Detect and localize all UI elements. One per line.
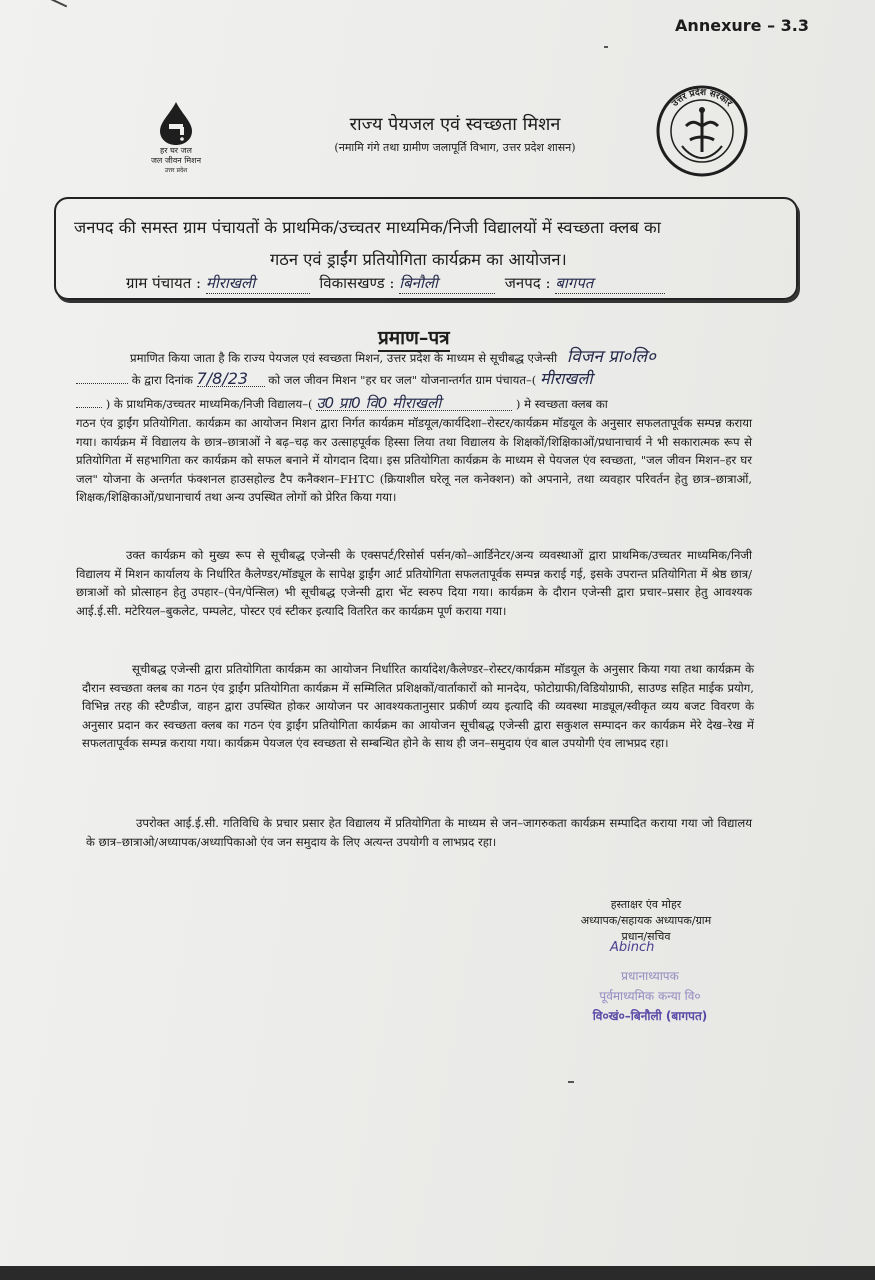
seal-text: उत्तर प्रदेश सरकार xyxy=(670,87,734,109)
paragraph-1: गठन एंव ड्राईंग प्रतियोगिता. कार्यक्रम का आयोजन मिशन द्वारा निर्गत कार्यक्रम मॉडयूल/कार्यदिशा–रोस्टर/कार्यक्रम मॉडयूल के अनुसार सफलतापूर्वक सम्पन्न कराया गया। कार्यक्रम में विद्यालय के छात्र–छात्राओं ने बढ़–चढ़ कर उत्साहपूर्वक हिस्सा लिया तथा विद्यालय के शिक्षकों/शिक्षिकाओं/प्रधानाचार्य ने भी सकारात्मक रूप से प्रतियोगिता में सहभागिता कर कार्यक्रम को सफल बनाने में योगदान दिया। इस प्रतियोगिता कार्यक्रम के माध्यम से पेयजल एंव स्वच्छता, "जल जीवन मिशन–हर घर जल" योजना के अन्तर्गत फंक्शनल हाउसहोल्ड टैप कनैक्शन–FHTC (क्रियाशील घरेलू नल कनेक्शन) को अपनाने, तथा व्यवहार परिवर्तन हेतु छात्र–छात्राओं, शिक्षक/शिक्षिकाओं/प्रधानाचार्य तथा अन्य उपस्थित लोगों को प्रेरित किया गया। xyxy=(76,416,752,505)
certificate-line1 xyxy=(130,347,656,367)
certificate-line2 xyxy=(76,369,593,388)
paragraph-4-text: उपरोक्त आई.ई.सी. गतिविधि के प्रचार प्रसार हेत विद्यालय में प्रतियोगिता के माध्यम से जन–जागरुकता कार्यक्रम सम्पादित कराया गया जो विद्यालय के छात्र–छात्राओ/अध्यापक/अध्यापिकाओ एंव जन समुदाय के लिए अत्यन्त उपयोगी व लाभप्रद रहा। xyxy=(86,816,752,849)
paragraph-3-text: सूचीबद्ध एजेन्सी द्वारा प्रतियोगिता कार्यक्रम का आयोजन निर्धारित कार्यादेश/कैलेण्डर–रोस्टर/कार्यक्रम मॉडयूल के अनुसार किया गया तथा कार्यक्रम के दौरान स्वच्छता क्लब का गठन एंव ड्राईंग प्रतियोगिता कार्यक्रम में सम्मिलित प्रशिक्षकों/वार्ताकारों को मानदेय, फोटोग्राफी/विडियोग्राफी, साउण्ड सहित माईक प्रयोग, विभिन्न तरह की स्टैण्डीज, वाहन द्वारा उपस्थित होकर आयोजन पर आवश्यकतानुसार प्रकीर्ण व्यय इत्यादि की व्यवस्था माड्यूल/स्वीकृत व्यय बजट विवरण के अनुसार प्रदान कर स्वच्छता क्लब का गठन एंव ड्राईंग प्रतियोगिता कार्यक्रम का आयोजन सूचीबद्ध एजेन्सी द्वारा सकुशल सम्पादन कर कार्यक्रम मेरे देख–रेख में सफलतापूर्वक सम्पन्न कराया गया। कार्यक्रम पेयजल एंव स्वच्छता से सम्बन्धित होने के साथ ही जन–समुदाय एंव बाल उपयोगी एंव लाभप्रद रहा। xyxy=(82,662,754,751)
certificate-line1-text: प्रमाणित किया जाता है कि राज्य पेयजल एवं स्वच्छता मिशन, उत्तर प्रदेश के माध्यम से सूचीबद्ध एजेन्सी xyxy=(130,351,558,365)
stamp-line1: प्रधानाध्यापक xyxy=(621,969,679,983)
subject-line1: जनपद की समस्त ग्राम पंचायतों के प्राथमिक/उच्चतर माध्यमिक/निजी विद्यालयों में स्वच्छता क्लब का xyxy=(74,218,661,237)
photo-background-strip xyxy=(0,1266,875,1280)
signatory-designation: अध्यापक/सहायक अध्यापक/ग्राम xyxy=(580,914,712,927)
certificate-line2-text-b: को जल जीवन मिशन "हर घर जल" योजनान्तर्गत ग्राम पंचायत–( xyxy=(268,373,537,387)
signature-block xyxy=(556,897,736,945)
stamp-line2: पूर्वमाध्यमिक कन्या वि० xyxy=(599,989,701,1003)
logo-line2: जल जीवन मिशन xyxy=(150,156,202,165)
district-label: जनपद : xyxy=(504,274,551,292)
certificate-line3-text-b: ) मे स्वच्छता क्लब का xyxy=(515,397,608,411)
certificate-title: प्रमाण–पत्र xyxy=(378,324,450,352)
paper-mark-2 xyxy=(604,46,608,48)
district-value: बागपत xyxy=(555,273,665,294)
logo-line1: हर घर जल xyxy=(160,146,192,155)
handwritten-signature: Abinch xyxy=(610,940,655,955)
corner-scratch xyxy=(43,0,67,7)
subject-line2: गठन एवं ड्राईंग प्रतियोगिता कार्यक्रम का आयोजन। xyxy=(270,250,567,269)
uttar-pradesh-government-seal-icon xyxy=(654,82,750,180)
certificate-line3 xyxy=(76,396,608,411)
svg-text:उत्तर प्रदेश सरकार xyxy=(670,86,734,110)
certificate-line3-text-a: ) के प्राथमिक/उच्चतर माध्यमिक/निजी विद्यालय–( xyxy=(105,397,313,411)
paragraph-4 xyxy=(86,814,752,851)
school-stamp xyxy=(560,966,740,1026)
mission-subtitle: (नमामि गंगे तथा ग्रामीण जलापूर्ति विभाग, उत्तर प्रदेश शासन) xyxy=(334,141,576,154)
signature-caption: हस्ताक्षर एंव मोहर xyxy=(610,898,682,911)
certificate-line2-text-a: के द्वारा दिनांक xyxy=(131,373,193,387)
annexure-label: Annexure – 3.3 xyxy=(675,16,809,35)
stamp-line3: वि०खं०–बिनौली (बागपत) xyxy=(592,1009,708,1023)
paragraph-2 xyxy=(76,546,752,620)
paper-mark xyxy=(568,1081,574,1083)
gram-panchayat-label: ग्राम पंचायत : xyxy=(126,274,202,292)
date-value: 7/8/23 xyxy=(197,372,265,387)
subject-fields xyxy=(126,273,665,294)
header xyxy=(260,112,650,155)
village-value: मीराखली xyxy=(540,369,593,388)
water-drop-tap-icon xyxy=(156,100,196,146)
logo-line3: उत्तर प्रदेश xyxy=(164,167,188,174)
block-label: विकासखण्ड : xyxy=(319,274,395,292)
school-value: उ0 प्रा0 वि0 मीराखली xyxy=(316,396,512,411)
mission-title: राज्य पेयजल एवं स्वच्छता मिशन xyxy=(349,114,561,135)
block-value: बिनौली xyxy=(399,273,495,294)
paragraph-3 xyxy=(82,660,754,753)
agency-value: विजन प्रा०लि० xyxy=(566,347,656,367)
jal-jeevan-mission-logo xyxy=(140,100,212,176)
subject-box xyxy=(54,197,798,300)
gram-panchayat-value: मीराखली xyxy=(206,273,310,294)
paragraph-2-text: उक्त कार्यक्रम को मुख्य रूप से सूचीबद्ध एजेन्सी के एक्सपर्ट/रिसोर्स पर्सन/को–आर्डिनेटर/अन्य व्यवस्थाओं द्वारा प्राथमिक/उच्चतर माध्यमिक/निजी विद्यालय में मिशन कार्यालय के निर्धारित कैलेण्डर/मॉड्यूल के सापेक्ष ड्राईंग आर्ट प्रतियोगिता सफलतापूर्वक सम्पन्न कराई गई, इसके उपरान्त प्रतियोगिता में श्रेष्ठ छात्र/छात्राओं को प्रोत्साहन हेतु उपहार–(पेन/पेन्सिल) भी सूचीबद्ध एजेन्सी द्वारा भेंट स्वरुप दिया गया। कार्यक्रम के दौरान एजेन्सी द्वारा प्रचार–प्रसार हेतु आवश्यक आई.ई.सी. मटेरियल–बुकलेट, पम्पलेट, पोस्टर एवं स्टीकर इत्यादि वितरित कर कार्यक्रम पूर्ण कराया गया। xyxy=(76,548,752,618)
signatory-designation-2: प्रधान/सचिव xyxy=(621,930,671,943)
